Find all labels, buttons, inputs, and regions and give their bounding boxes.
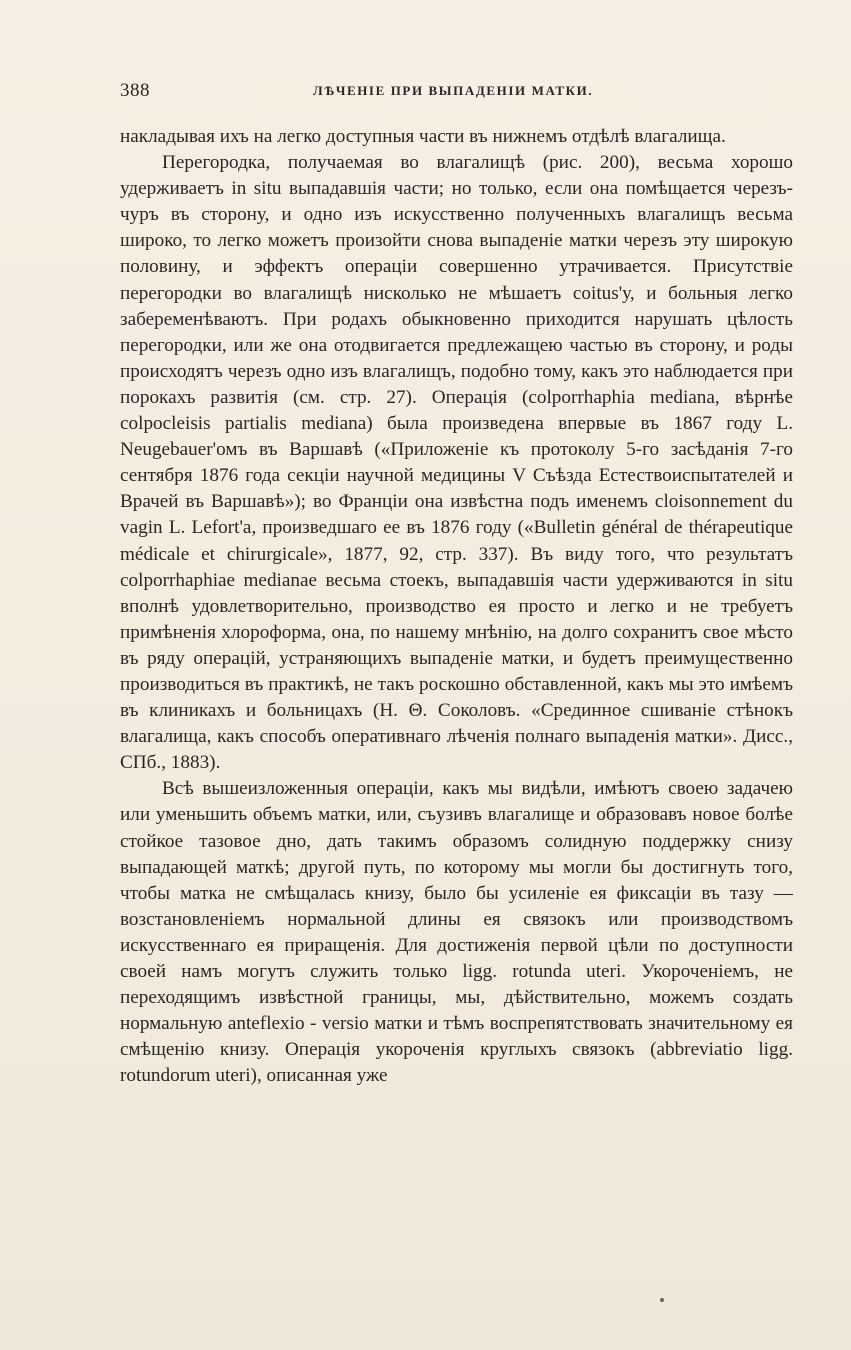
paragraph-septum: Перегородка, получаемая во влагалищѣ (рис. 200), весьма хорошо удерживаетъ in situ выпадавшія части; но только, если она помѣщается черезъ-чуръ въ сторону, и одно изъ искусственно полученныхъ влагалищъ весьма широко, то легко можетъ произойти снова выпаденіе матки черезъ эту широкую половину, и эффектъ операціи совершенно утрачивается. Присутствіе перегородки во влагалищѣ нисколько не мѣшаетъ coitus'у, и больныя легко забеременѣваютъ. При родахъ обыкновенно приходится нарушать цѣлость перегородки, или же она отодвигается предлежащею частью въ сторону, и роды происходятъ черезъ одно изъ влагалищъ, подобно тому, какъ это наблюдается при порокахъ развитія (см. стр. 27). Операція (colporrhaphia mediana, вѣрнѣе colpocleisis partialis mediana) была произведена впервые въ 1867 году L. Neugebauer'омъ въ Варшавѣ («Приложеніе къ протоколу 5-го засѣданія 7-го сентября 1876 года секціи научной медицины V Съѣзда Естествоиспытателей и Врачей въ Варшавѣ»); во Франціи она извѣстна подъ именемъ cloisonnement du vagin L. Lefort'а, произведшаго ее въ 1876 году («Bulletin général de thérapeutique médicale et chirurgicale», 1877, 92, стр. 337). Въ виду того, что результатъ colporrhaphiae medianae весьма стоекъ, выпадавшія части удерживаются in situ вполнѣ удовлетворительно, производство ея просто и легко и не требуетъ примѣненія хлороформа, она, по нашему мнѣнію, на долго сохранитъ свое мѣсто въ ряду операцій, устраняющихъ выпаденіе матки, и будетъ преимущественно производиться въ практикѣ, не такъ роскошно обставленной, какъ мы это имѣемъ въ клиникахъ и больницахъ (Н. Θ. Соколовъ. «Срединное сшиваніе стѣнокъ влагалища, какъ способъ оперативнаго лѣченія полнаго выпаденія матки». Дисс., СПб., 1883). <box>120 152 793 774</box>
ink-speck <box>660 1298 664 1302</box>
paragraph-operations: Всѣ вышеизложенныя операціи, какъ мы видѣли, имѣютъ своею задачею или уменьшить объемъ матки, или, съузивъ влагалище и образовавъ новое болѣе стойкое тазовое дно, дать такимъ образомъ солидную поддержку снизу выпадающей маткѣ; другой путь, по которому мы могли бы достигнуть того, чтобы матка не смѣщалась книзу, было бы усиленіе ея фиксаціи въ тазу — возстановленіемъ нормальной длины ея связокъ или производствомъ искусственнаго ея приращенія. Для достиженія первой цѣли по доступности своей намъ могутъ служить только ligg. rotunda uteri. Укороченіемъ, не переходящимъ извѣстной границы, мы, дѣйствительно, можемъ создать нормальную anteflexio - versio матки и тѣмъ воспрепятствовать значительному ея смѣщенію книзу. Операція укороченія круглыхъ связокъ (abbreviatio ligg. rotundorum uteri), описанная уже <box>120 778 793 1087</box>
paragraph-continued: накладывая ихъ на легко доступныя части въ нижнемъ отдѣлѣ влагалища. <box>120 126 726 147</box>
running-title: ЛѢЧЕНІЕ ПРИ ВЫПАДЕНІИ МАТКИ. <box>313 83 594 98</box>
page-header <box>120 80 792 110</box>
page-number: 388 <box>120 80 150 101</box>
body-text <box>120 124 793 1089</box>
